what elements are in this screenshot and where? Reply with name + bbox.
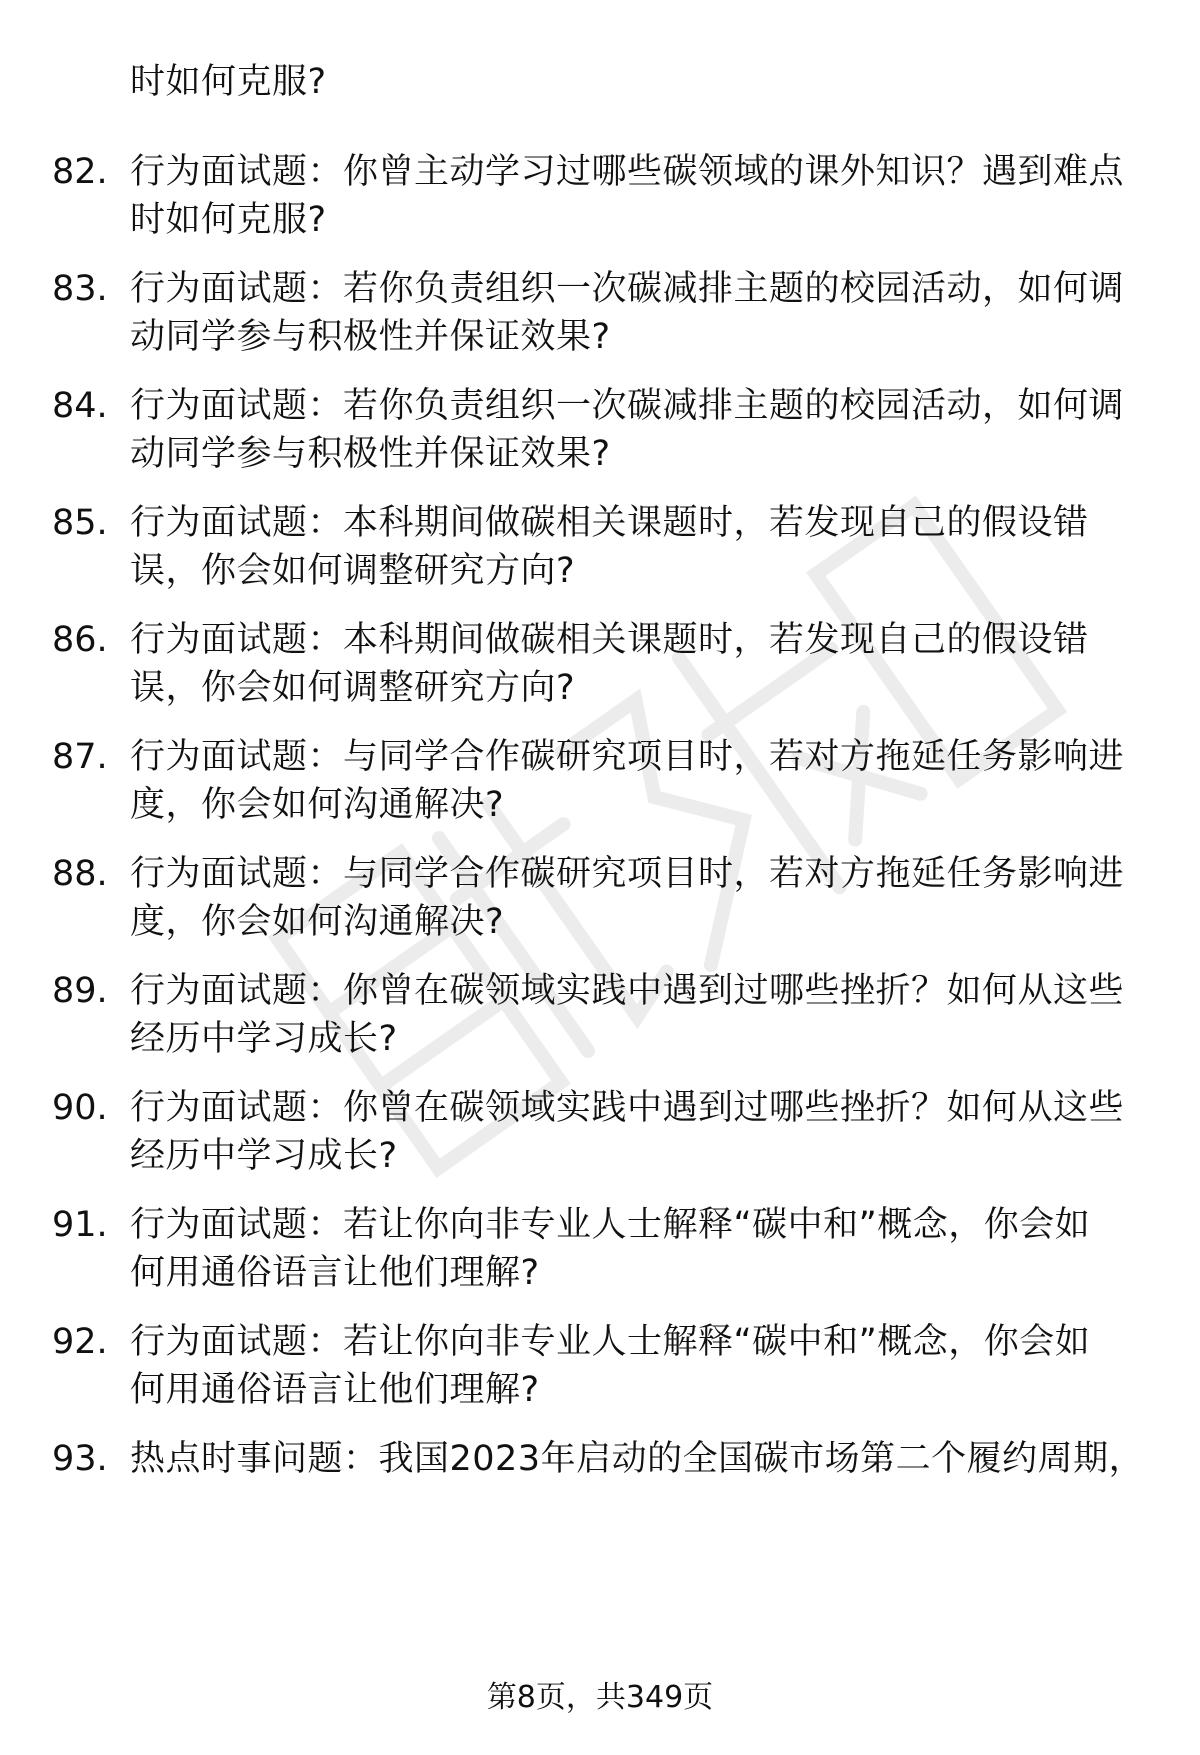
item-text-line: 动同学参与积极性并保证效果? bbox=[130, 434, 611, 474]
item-number: 82. bbox=[52, 152, 108, 192]
item-text-line: 行为面试题：若让你向非专业人士解释“碳中和”概念，你会如 bbox=[130, 1322, 1091, 1362]
item-text-line: 行为面试题：你曾主动学习过哪些碳领域的课外知识？遇到难点 bbox=[130, 152, 1125, 192]
item-number: 92. bbox=[52, 1322, 108, 1362]
item-number: 89. bbox=[52, 971, 108, 1011]
item-number: 93. bbox=[52, 1439, 108, 1479]
item-text-line: 误，你会如何调整研究方向? bbox=[130, 551, 576, 591]
item-number: 83. bbox=[52, 269, 108, 309]
item-text-line: 行为面试题：本科期间做碳相关课题时，若发现自己的假设错 bbox=[130, 503, 1089, 543]
item-number: 86. bbox=[52, 620, 108, 660]
item-number: 91. bbox=[52, 1205, 108, 1245]
item-text-line: 度，你会如何沟通解决? bbox=[130, 902, 505, 942]
item-text-line: 动同学参与积极性并保证效果? bbox=[130, 317, 611, 357]
continuation-line: 时如何克服? bbox=[130, 62, 327, 102]
item-text-line: 行为面试题：与同学合作碳研究项目时，若对方拖延任务影响进 bbox=[130, 737, 1125, 777]
item-text-line: 行为面试题：若让你向非专业人士解释“碳中和”概念，你会如 bbox=[130, 1205, 1091, 1245]
item-number: 85. bbox=[52, 503, 108, 543]
item-text-line: 何用通俗语言让他们理解? bbox=[130, 1370, 540, 1410]
item-text-line: 行为面试题：若你负责组织一次碳减排主题的校园活动，如何调 bbox=[130, 269, 1125, 309]
item-text-line: 行为面试题：你曾在碳领域实践中遇到过哪些挫折？如何从这些 bbox=[130, 971, 1125, 1011]
item-text-line: 行为面试题：若你负责组织一次碳减排主题的校园活动，如何调 bbox=[130, 386, 1125, 426]
item-text-line: 误，你会如何调整研究方向? bbox=[130, 668, 576, 708]
item-text-line: 时如何克服? bbox=[130, 200, 327, 240]
item-text-line: 行为面试题：与同学合作碳研究项目时，若对方拖延任务影响进 bbox=[130, 854, 1125, 894]
item-number: 87. bbox=[52, 737, 108, 777]
item-text-line: 行为面试题：本科期间做碳相关课题时，若发现自己的假设错 bbox=[130, 620, 1089, 660]
item-text-line: 度，你会如何沟通解决? bbox=[130, 785, 505, 825]
item-text-line: 热点时事问题：我国2023年启动的全国碳市场第二个履约周期， bbox=[130, 1439, 1145, 1479]
item-number: 88. bbox=[52, 854, 108, 894]
page-footer: 第8页，共349页 bbox=[486, 1680, 714, 1715]
item-text-line: 何用通俗语言让他们理解? bbox=[130, 1253, 540, 1293]
item-text-line: 经历中学习成长? bbox=[130, 1136, 398, 1176]
item-number: 90. bbox=[52, 1088, 108, 1128]
item-text-line: 行为面试题：你曾在碳领域实践中遇到过哪些挫折？如何从这些 bbox=[130, 1088, 1125, 1128]
item-text-line: 经历中学习成长? bbox=[130, 1019, 398, 1059]
item-number: 84. bbox=[52, 386, 108, 426]
